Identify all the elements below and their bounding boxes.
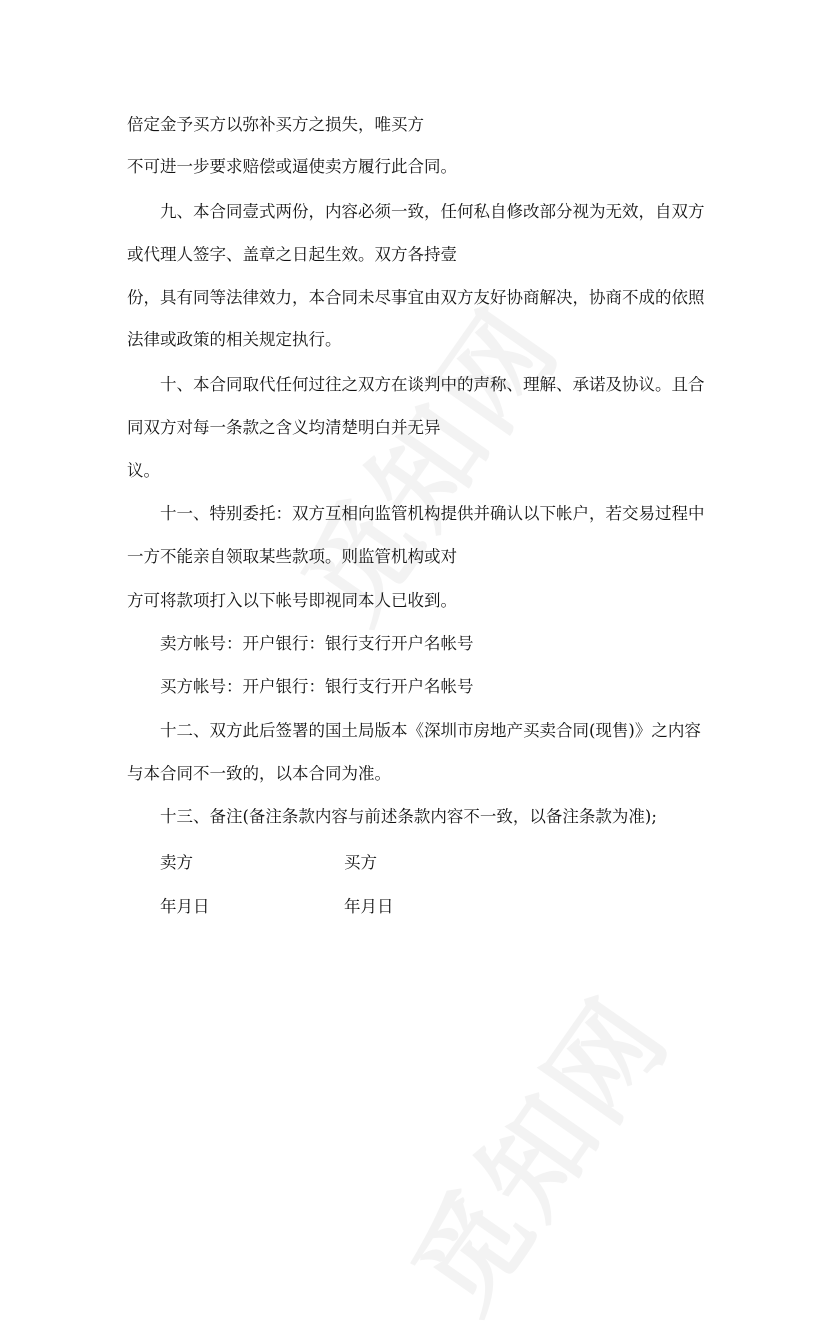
text-line: 不可进一步要求赔偿或逼使卖方履行此合同。 [127, 157, 457, 176]
watermark [369, 961, 698, 1337]
text-line: 与本合同不一致的，以本合同为准。 [127, 764, 391, 783]
clause-12-line: 十二、双方此后签署的国土局版本《深圳市房地产买卖合同(现售)》之内容 [160, 721, 701, 740]
seller-signature-label: 卖方 [160, 853, 193, 872]
buyer-signature-label: 买方 [344, 853, 377, 872]
seller-account-line: 卖方帐号：开户银行：银行支行开户名帐号 [160, 634, 474, 653]
text-line: 或代理人签字、盖章之日起生效。双方各持壹 [127, 245, 457, 264]
text-line: 一方不能亲自领取某些款项。则监管机构或对 [127, 547, 457, 566]
text-line: 法律或政策的相关规定执行。 [127, 330, 342, 349]
text-line: 议。 [127, 461, 160, 480]
text-line: 方可将款项打入以下帐号即视同本人已收到。 [127, 591, 457, 610]
clause-9-line: 九、本合同壹式两份，内容必须一致，任何私自修改部分视为无效，自双方 [160, 202, 705, 221]
text-line: 倍定金予买方以弥补买方之损失，唯买方 [127, 115, 424, 134]
text-line: 同双方对每一条款之含义均清楚明白并无异 [127, 418, 441, 437]
text-line: 份，具有同等法律效力，本合同未尽事宜由双方友好协商解决，协商不成的依照 [127, 288, 705, 307]
seller-date-label: 年月日 [160, 897, 210, 916]
clause-11-line: 十一、特别委托：双方互相向监管机构提供并确认以下帐户，若交易过程中 [160, 504, 705, 523]
buyer-date-label: 年月日 [344, 897, 394, 916]
clause-10-line: 十、本合同取代任何过往之双方在谈判中的声称、理解、承诺及协议。且合 [160, 375, 705, 394]
clause-13-line: 十三、备注(备注条款内容与前述条款内容不一致，以备注条款为准); [160, 807, 657, 826]
buyer-account-line: 买方帐号：开户银行：银行支行开户名帐号 [160, 677, 474, 696]
